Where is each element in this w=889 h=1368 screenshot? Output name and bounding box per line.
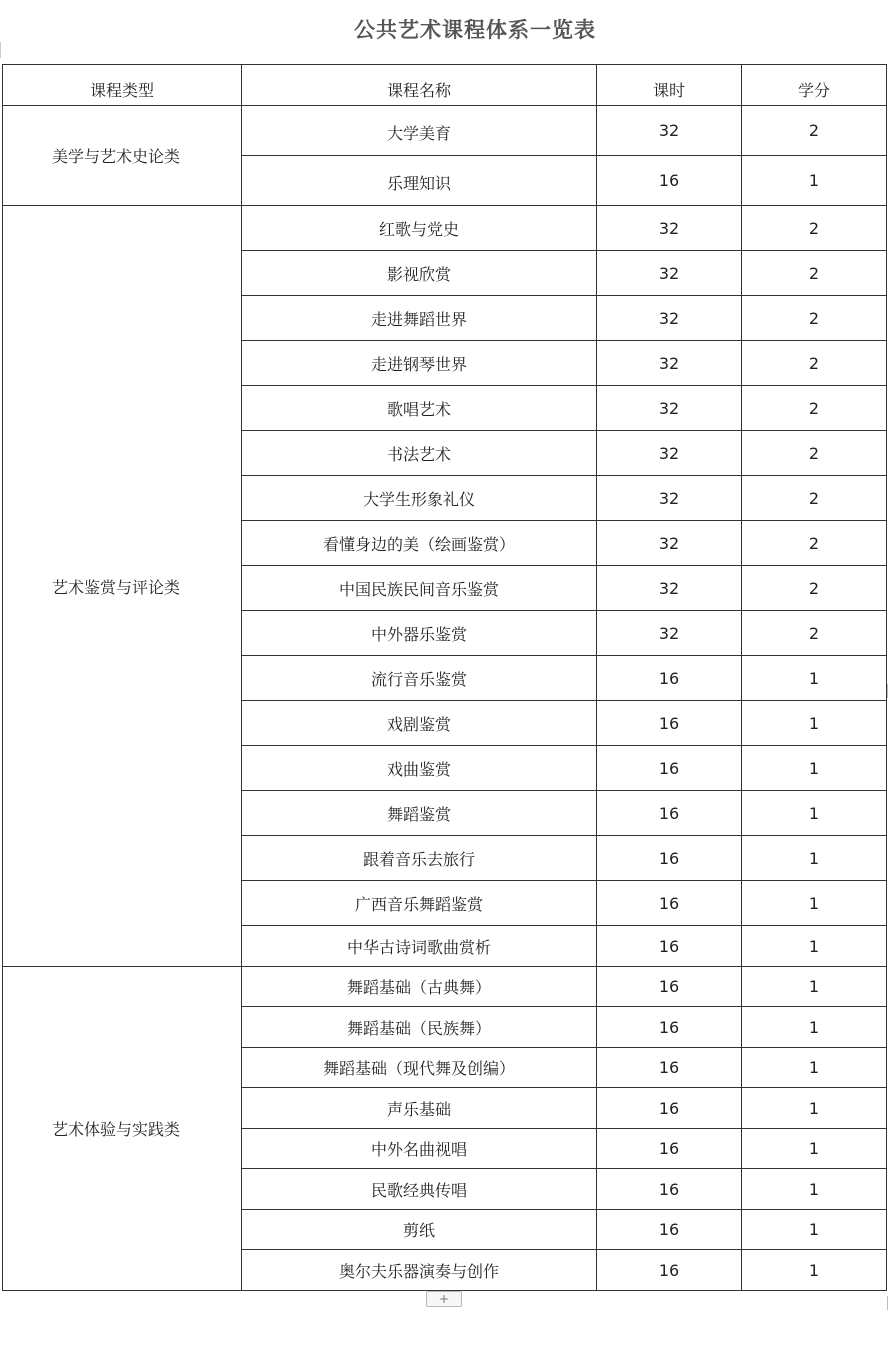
- course-credits-cell: 1: [742, 656, 887, 701]
- course-hours-cell: 16: [597, 1250, 742, 1291]
- course-hours-cell: 16: [597, 1088, 742, 1129]
- course-hours-cell: 32: [597, 341, 742, 386]
- course-name-cell: 舞蹈鉴赏: [242, 791, 597, 836]
- course-credits-cell: 1: [742, 791, 887, 836]
- course-credits-cell: 2: [742, 611, 887, 656]
- course-name-cell: 大学美育: [242, 106, 597, 156]
- course-hours-cell: 16: [597, 1129, 742, 1169]
- course-hours-cell: 32: [597, 431, 742, 476]
- course-credits-cell: 1: [742, 156, 887, 206]
- course-hours-cell: 16: [597, 1210, 742, 1250]
- course-hours-cell: 32: [597, 386, 742, 431]
- course-name-cell: 舞蹈基础（现代舞及创编）: [242, 1048, 597, 1088]
- course-hours-cell: 16: [597, 967, 742, 1007]
- course-name-cell: 中华古诗词歌曲赏析: [242, 926, 597, 967]
- course-name-cell: 大学生形象礼仪: [242, 476, 597, 521]
- course-credits-cell: 1: [742, 701, 887, 746]
- course-credits-cell: 1: [742, 1048, 887, 1088]
- category-cell: 艺术体验与实践类: [3, 967, 242, 1291]
- course-credits-cell: 1: [742, 1007, 887, 1048]
- course-credits-cell: 2: [742, 476, 887, 521]
- table-row: [3, 106, 887, 156]
- course-credits-cell: 1: [742, 881, 887, 926]
- left-edge-marker: [0, 42, 1, 58]
- course-name-cell: 流行音乐鉴赏: [242, 656, 597, 701]
- course-hours-cell: 16: [597, 926, 742, 967]
- course-hours-cell: 16: [597, 656, 742, 701]
- course-name-cell: 中外名曲视唱: [242, 1129, 597, 1169]
- right-edge-marker: [887, 1296, 888, 1310]
- course-name-cell: 民歌经典传唱: [242, 1169, 597, 1210]
- header-hours: 课时: [597, 65, 742, 106]
- page-title: 公共艺术课程体系一览表: [354, 18, 596, 42]
- course-hours-cell: 16: [597, 1048, 742, 1088]
- course-hours-cell: 32: [597, 206, 742, 251]
- course-hours-cell: 16: [597, 746, 742, 791]
- course-credits-cell: 2: [742, 206, 887, 251]
- header-credits: 学分: [742, 65, 887, 106]
- category-cell: 美学与艺术史论类: [3, 106, 242, 206]
- course-credits-cell: 1: [742, 1169, 887, 1210]
- course-name-cell: 广西音乐舞蹈鉴赏: [242, 881, 597, 926]
- category-cell: 艺术鉴赏与评论类: [3, 206, 242, 967]
- course-name-cell: 声乐基础: [242, 1088, 597, 1129]
- course-name-cell: 看懂身边的美（绘画鉴赏）: [242, 521, 597, 566]
- header-course-name: 课程名称: [242, 65, 597, 106]
- course-credits-cell: 2: [742, 386, 887, 431]
- course-credits-cell: 1: [742, 836, 887, 881]
- course-hours-cell: 16: [597, 156, 742, 206]
- table-row: [3, 206, 887, 251]
- course-credits-cell: 1: [742, 967, 887, 1007]
- course-hours-cell: 32: [597, 611, 742, 656]
- add-row-button[interactable]: +: [426, 1291, 462, 1307]
- course-name-cell: 走进钢琴世界: [242, 341, 597, 386]
- course-credits-cell: 2: [742, 566, 887, 611]
- course-name-cell: 剪纸: [242, 1210, 597, 1250]
- course-hours-cell: 16: [597, 836, 742, 881]
- course-name-cell: 乐理知识: [242, 156, 597, 206]
- course-hours-cell: 16: [597, 1007, 742, 1048]
- course-credits-cell: 2: [742, 106, 887, 156]
- course-credits-cell: 2: [742, 521, 887, 566]
- course-hours-cell: 32: [597, 521, 742, 566]
- right-edge-marker: [887, 684, 888, 698]
- course-credits-cell: 2: [742, 251, 887, 296]
- course-credits-cell: 1: [742, 1250, 887, 1291]
- course-hours-cell: 16: [597, 1169, 742, 1210]
- course-hours-cell: 16: [597, 881, 742, 926]
- course-credits-cell: 1: [742, 746, 887, 791]
- course-credits-cell: 2: [742, 296, 887, 341]
- course-hours-cell: 32: [597, 566, 742, 611]
- header-course-type: 课程类型: [3, 65, 242, 106]
- course-hours-cell: 32: [597, 251, 742, 296]
- course-name-cell: 戏曲鉴赏: [242, 746, 597, 791]
- course-hours-cell: 16: [597, 791, 742, 836]
- course-hours-cell: 32: [597, 476, 742, 521]
- course-name-cell: 红歌与党史: [242, 206, 597, 251]
- course-name-cell: 走进舞蹈世界: [242, 296, 597, 341]
- course-name-cell: 中外器乐鉴赏: [242, 611, 597, 656]
- course-hours-cell: 32: [597, 296, 742, 341]
- header-row: [3, 65, 887, 106]
- course-name-cell: 戏剧鉴赏: [242, 701, 597, 746]
- course-name-cell: 影视欣赏: [242, 251, 597, 296]
- course-name-cell: 舞蹈基础（民族舞）: [242, 1007, 597, 1048]
- course-credits-cell: 1: [742, 1129, 887, 1169]
- course-credits-cell: 2: [742, 341, 887, 386]
- course-credits-cell: 1: [742, 1088, 887, 1129]
- course-credits-cell: 2: [742, 431, 887, 476]
- course-name-cell: 歌唱艺术: [242, 386, 597, 431]
- course-name-cell: 中国民族民间音乐鉴赏: [242, 566, 597, 611]
- course-name-cell: 书法艺术: [242, 431, 597, 476]
- course-credits-cell: 1: [742, 1210, 887, 1250]
- course-hours-cell: 32: [597, 106, 742, 156]
- table-row: [3, 967, 887, 1007]
- course-name-cell: 跟着音乐去旅行: [242, 836, 597, 881]
- course-name-cell: 舞蹈基础（古典舞）: [242, 967, 597, 1007]
- course-name-cell: 奥尔夫乐器演奏与创作: [242, 1250, 597, 1291]
- course-table: [2, 64, 887, 1291]
- course-credits-cell: 1: [742, 926, 887, 967]
- course-hours-cell: 16: [597, 701, 742, 746]
